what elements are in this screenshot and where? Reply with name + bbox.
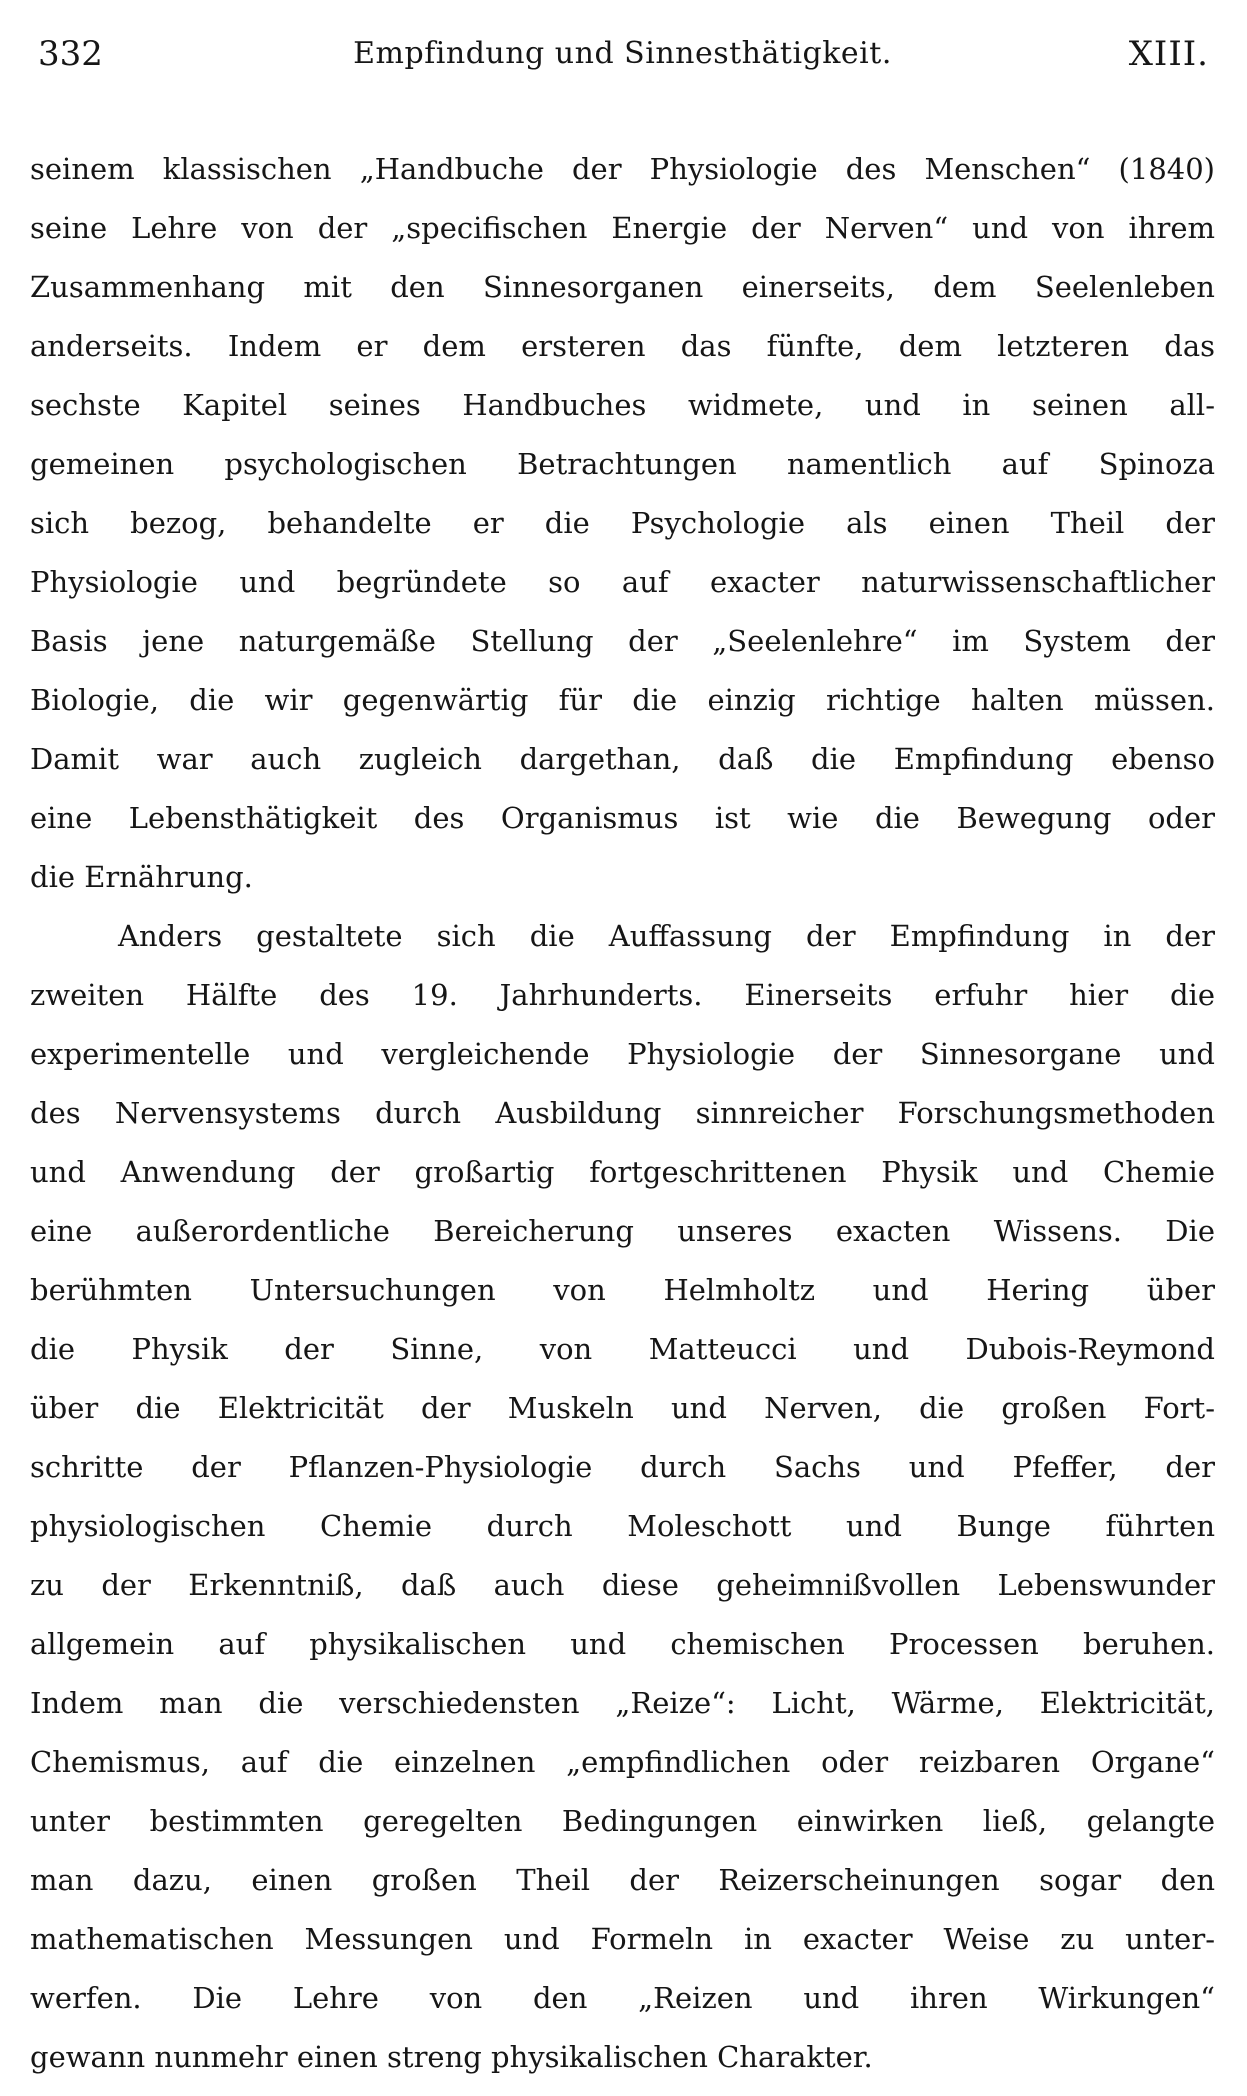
text-line: schritte der Pflanzen-Physiologie durch Sachs und Pfeffer, der: [30, 1450, 1215, 1484]
text-line: des Nervensystems durch Ausbildung sinnreicher Forschungsmethoden: [30, 1096, 1215, 1130]
text-line: eine Lebensthätigkeit des Organismus ist wie die Bewegung oder: [30, 801, 1215, 835]
text-line: unter bestimmten geregelten Bedingungen einwirken ließ, gelangte: [30, 1804, 1215, 1838]
text-line: physiologischen Chemie durch Moleschott und Bunge führten: [30, 1509, 1215, 1543]
text-line: zweiten Hälfte des 19. Jahrhunderts. Einerseits erfuhr hier die: [30, 978, 1215, 1012]
text-line: Basis jene naturgemäße Stellung der „Seelenlehre“ im System der: [30, 624, 1215, 658]
text-line: experimentelle und vergleichende Physiologie der Sinnesorgane und: [30, 1037, 1215, 1071]
page-header: [30, 26, 1215, 86]
text-line: Zusammenhang mit den Sinnesorganen einerseits, dem Seelenleben: [30, 270, 1215, 304]
text-line: eine außerordentliche Bereicherung unseres exacten Wissens. Die: [30, 1214, 1215, 1248]
text-line: und Anwendung der großartig fortgeschrittenen Physik und Chemie: [30, 1155, 1215, 1189]
text-line: berühmten Untersuchungen von Helmholtz und Hering über: [30, 1273, 1215, 1307]
text-line: allgemein auf physikalischen und chemischen Processen beruhen.: [30, 1627, 1215, 1661]
text-line: sechste Kapitel seines Handbuches widmete, und in seinen all-: [30, 388, 1215, 422]
text-line: gemeinen psychologischen Betrachtungen namentlich auf Spinoza: [30, 447, 1215, 481]
body-text: [30, 140, 1215, 2087]
text-line: zu der Erkenntniß, daß auch diese geheimnißvollen Lebenswunder: [30, 1568, 1215, 1602]
text-line: seine Lehre von der „specifischen Energie der Nerven“ und von ihrem: [30, 211, 1215, 245]
text-line: die Ernährung.: [30, 860, 253, 894]
text-line: werfen. Die Lehre von den „Reizen und ihren Wirkungen“: [30, 1981, 1215, 2015]
text-line: seinem klassischen „Handbuche der Physiologie des Menschen“ (1840): [30, 152, 1215, 186]
text-line: gewann nunmehr einen streng physikalischen Charakter.: [30, 2040, 873, 2074]
text-line: Damit war auch zugleich dargethan, daß die Empfindung ebenso: [30, 742, 1215, 776]
paragraph-1: [30, 140, 1215, 907]
text-line: Chemismus, auf die einzelnen „empfindlichen oder reizbaren Organe“: [30, 1745, 1215, 1779]
text-line: Biologie, die wir gegenwärtig für die einzig richtige halten müssen.: [30, 683, 1215, 717]
text-line: Anders gestaltete sich die Auffassung der Empfindung in der: [118, 919, 1215, 953]
page-number: 332: [38, 34, 103, 74]
text-line: sich bezog, behandelte er die Psychologie als einen Theil der: [30, 506, 1215, 540]
text-line: die Physik der Sinne, von Matteucci und Dubois-Reymond: [30, 1332, 1215, 1366]
running-head: Empfindung und Sinnesthätigkeit.: [353, 36, 892, 71]
text-line: Indem man die verschiedensten „Reize“: Licht, Wärme, Elektricität,: [30, 1686, 1215, 1720]
book-page: [30, 26, 1215, 2076]
text-line: mathematischen Messungen und Formeln in exacter Weise zu unter-: [30, 1922, 1215, 1956]
paragraph-2: [30, 907, 1215, 2087]
text-line: man dazu, einen großen Theil der Reizerscheinungen sogar den: [30, 1863, 1215, 1897]
text-line: Physiologie und begründete so auf exacter naturwissenschaftlicher: [30, 565, 1215, 599]
chapter-number: XIII.: [1128, 34, 1209, 74]
text-line: über die Elektricität der Muskeln und Nerven, die großen Fort-: [30, 1391, 1215, 1425]
text-line: anderseits. Indem er dem ersteren das fünfte, dem letzteren das: [30, 329, 1215, 363]
